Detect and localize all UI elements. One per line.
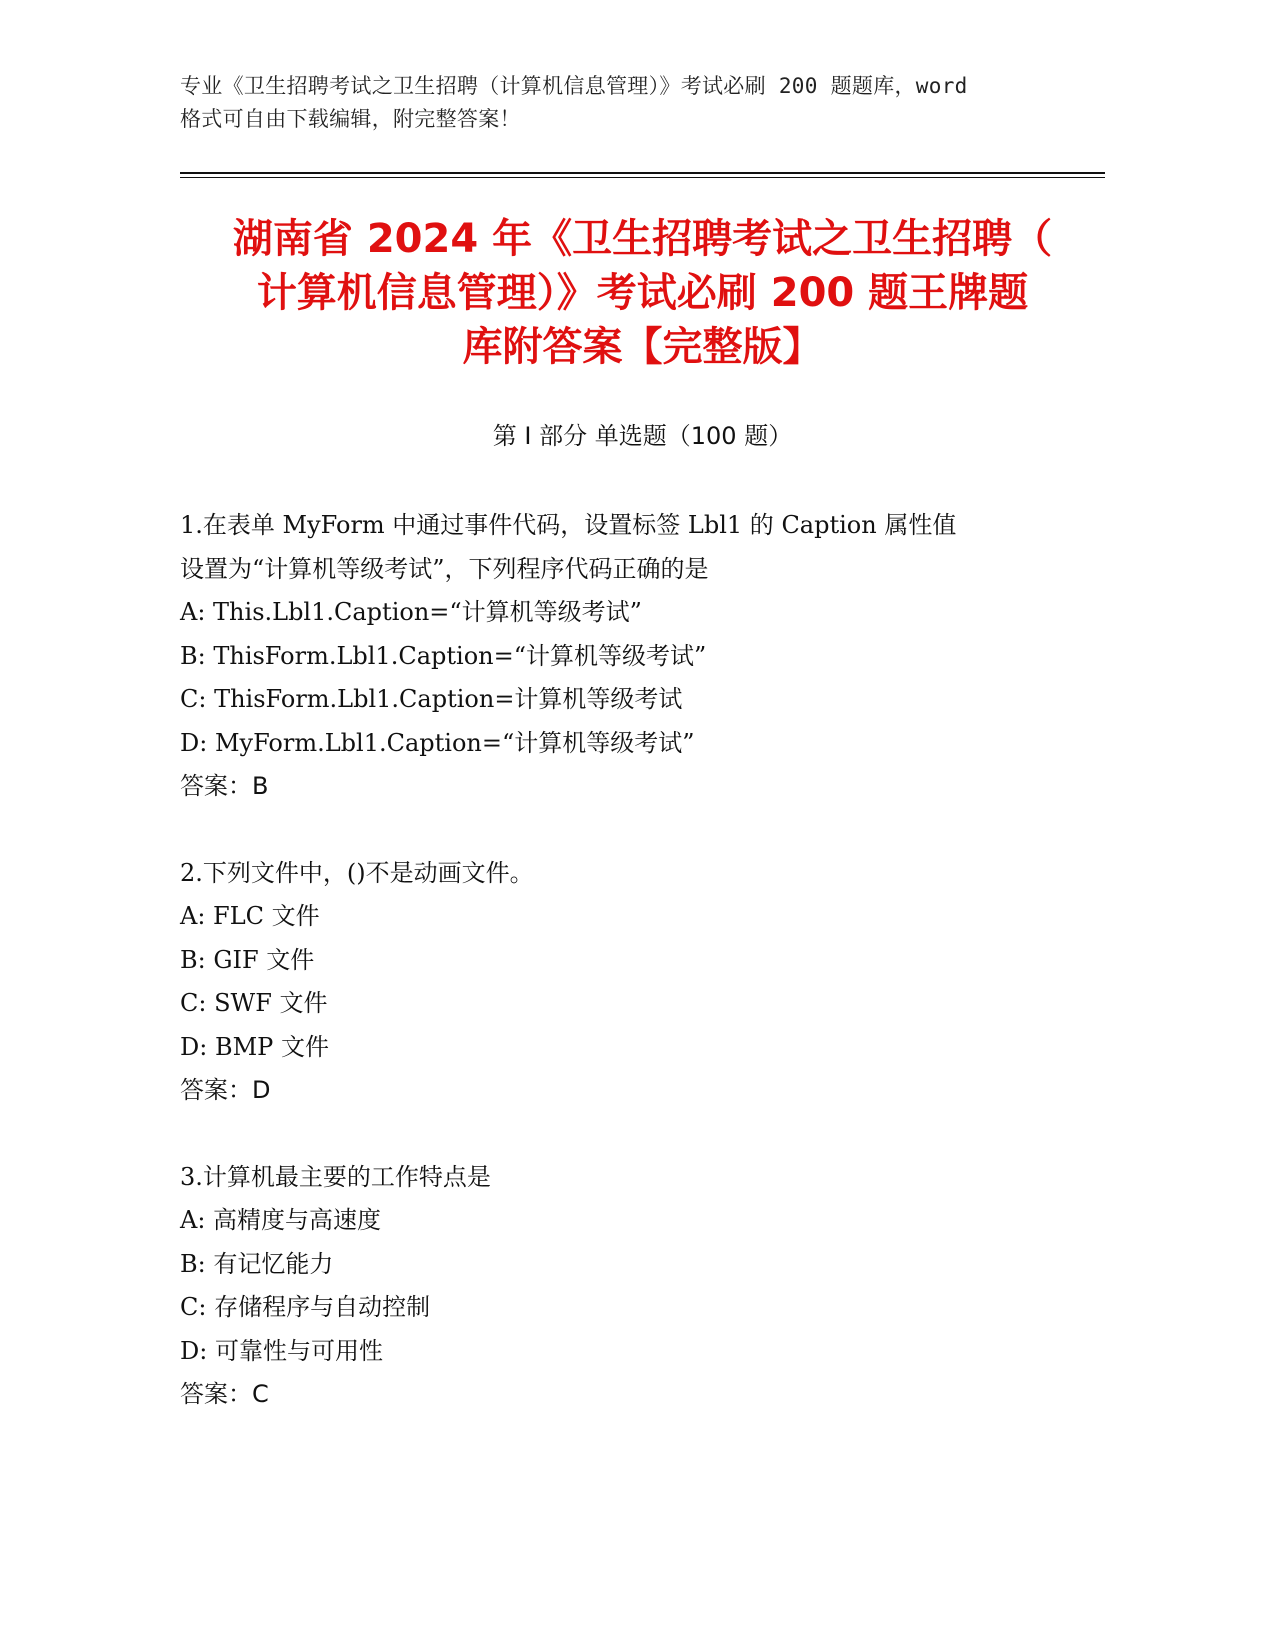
question-1	[180, 504, 1105, 809]
question-stem-continued: 设置为“计算机等级考试”，下列程序代码正确的是	[180, 554, 709, 583]
option-b: B: GIF 文件	[180, 945, 315, 974]
title-line-3: 库附答案【完整版】	[462, 324, 823, 370]
question-stem: 2.下列文件中，()不是动画文件。	[180, 858, 534, 887]
option-a: A: 高精度与高速度	[180, 1206, 382, 1234]
document-title	[180, 212, 1105, 374]
option-a: A: This.Lbl1.Caption=“计算机等级考试”	[180, 598, 642, 626]
section-title: 第 I 部分 单选题（100 题）	[492, 422, 793, 450]
answer: 答案：D	[180, 1076, 271, 1104]
option-b: B: 有记忆能力	[180, 1249, 334, 1278]
question-stem: 1.在表单 MyForm 中通过事件代码，设置标签 Lbl1 的 Caption 属性值	[180, 511, 957, 539]
option-c: C: 存储程序与自动控制	[180, 1293, 431, 1321]
header-note-line-1: 专业《卫生招聘考试之卫生招聘（计算机信息管理）》考试必刷 200 题题库，word	[180, 74, 968, 98]
option-d: D: 可靠性与可用性	[180, 1336, 383, 1365]
question-2	[180, 852, 1105, 1113]
header-note	[180, 70, 1080, 136]
title-line-2: 计算机信息管理）》考试必刷 200 题王牌题	[256, 270, 1029, 316]
option-a: A: FLC 文件	[180, 902, 320, 930]
option-c: C: SWF 文件	[180, 989, 328, 1017]
question-stem: 3.计算机最主要的工作特点是	[180, 1162, 491, 1191]
title-line-1: 湖南省 2024 年《卫生招聘考试之卫生招聘（	[232, 216, 1053, 262]
header-rule-thin	[180, 177, 1105, 178]
option-d: D: MyForm.Lbl1.Caption=“计算机等级考试”	[180, 728, 695, 757]
question-3	[180, 1156, 1105, 1417]
header-note-line-2: 格式可自由下载编辑，附完整答案！	[180, 107, 521, 131]
answer: 答案：B	[180, 772, 269, 800]
question-list	[180, 504, 1105, 1460]
option-d: D: BMP 文件	[180, 1032, 329, 1061]
header-rule-thick	[180, 172, 1105, 174]
option-b: B: ThisForm.Lbl1.Caption=“计算机等级考试”	[180, 641, 707, 670]
answer: 答案：C	[180, 1380, 269, 1408]
option-c: C: ThisForm.Lbl1.Caption=计算机等级考试	[180, 685, 683, 713]
